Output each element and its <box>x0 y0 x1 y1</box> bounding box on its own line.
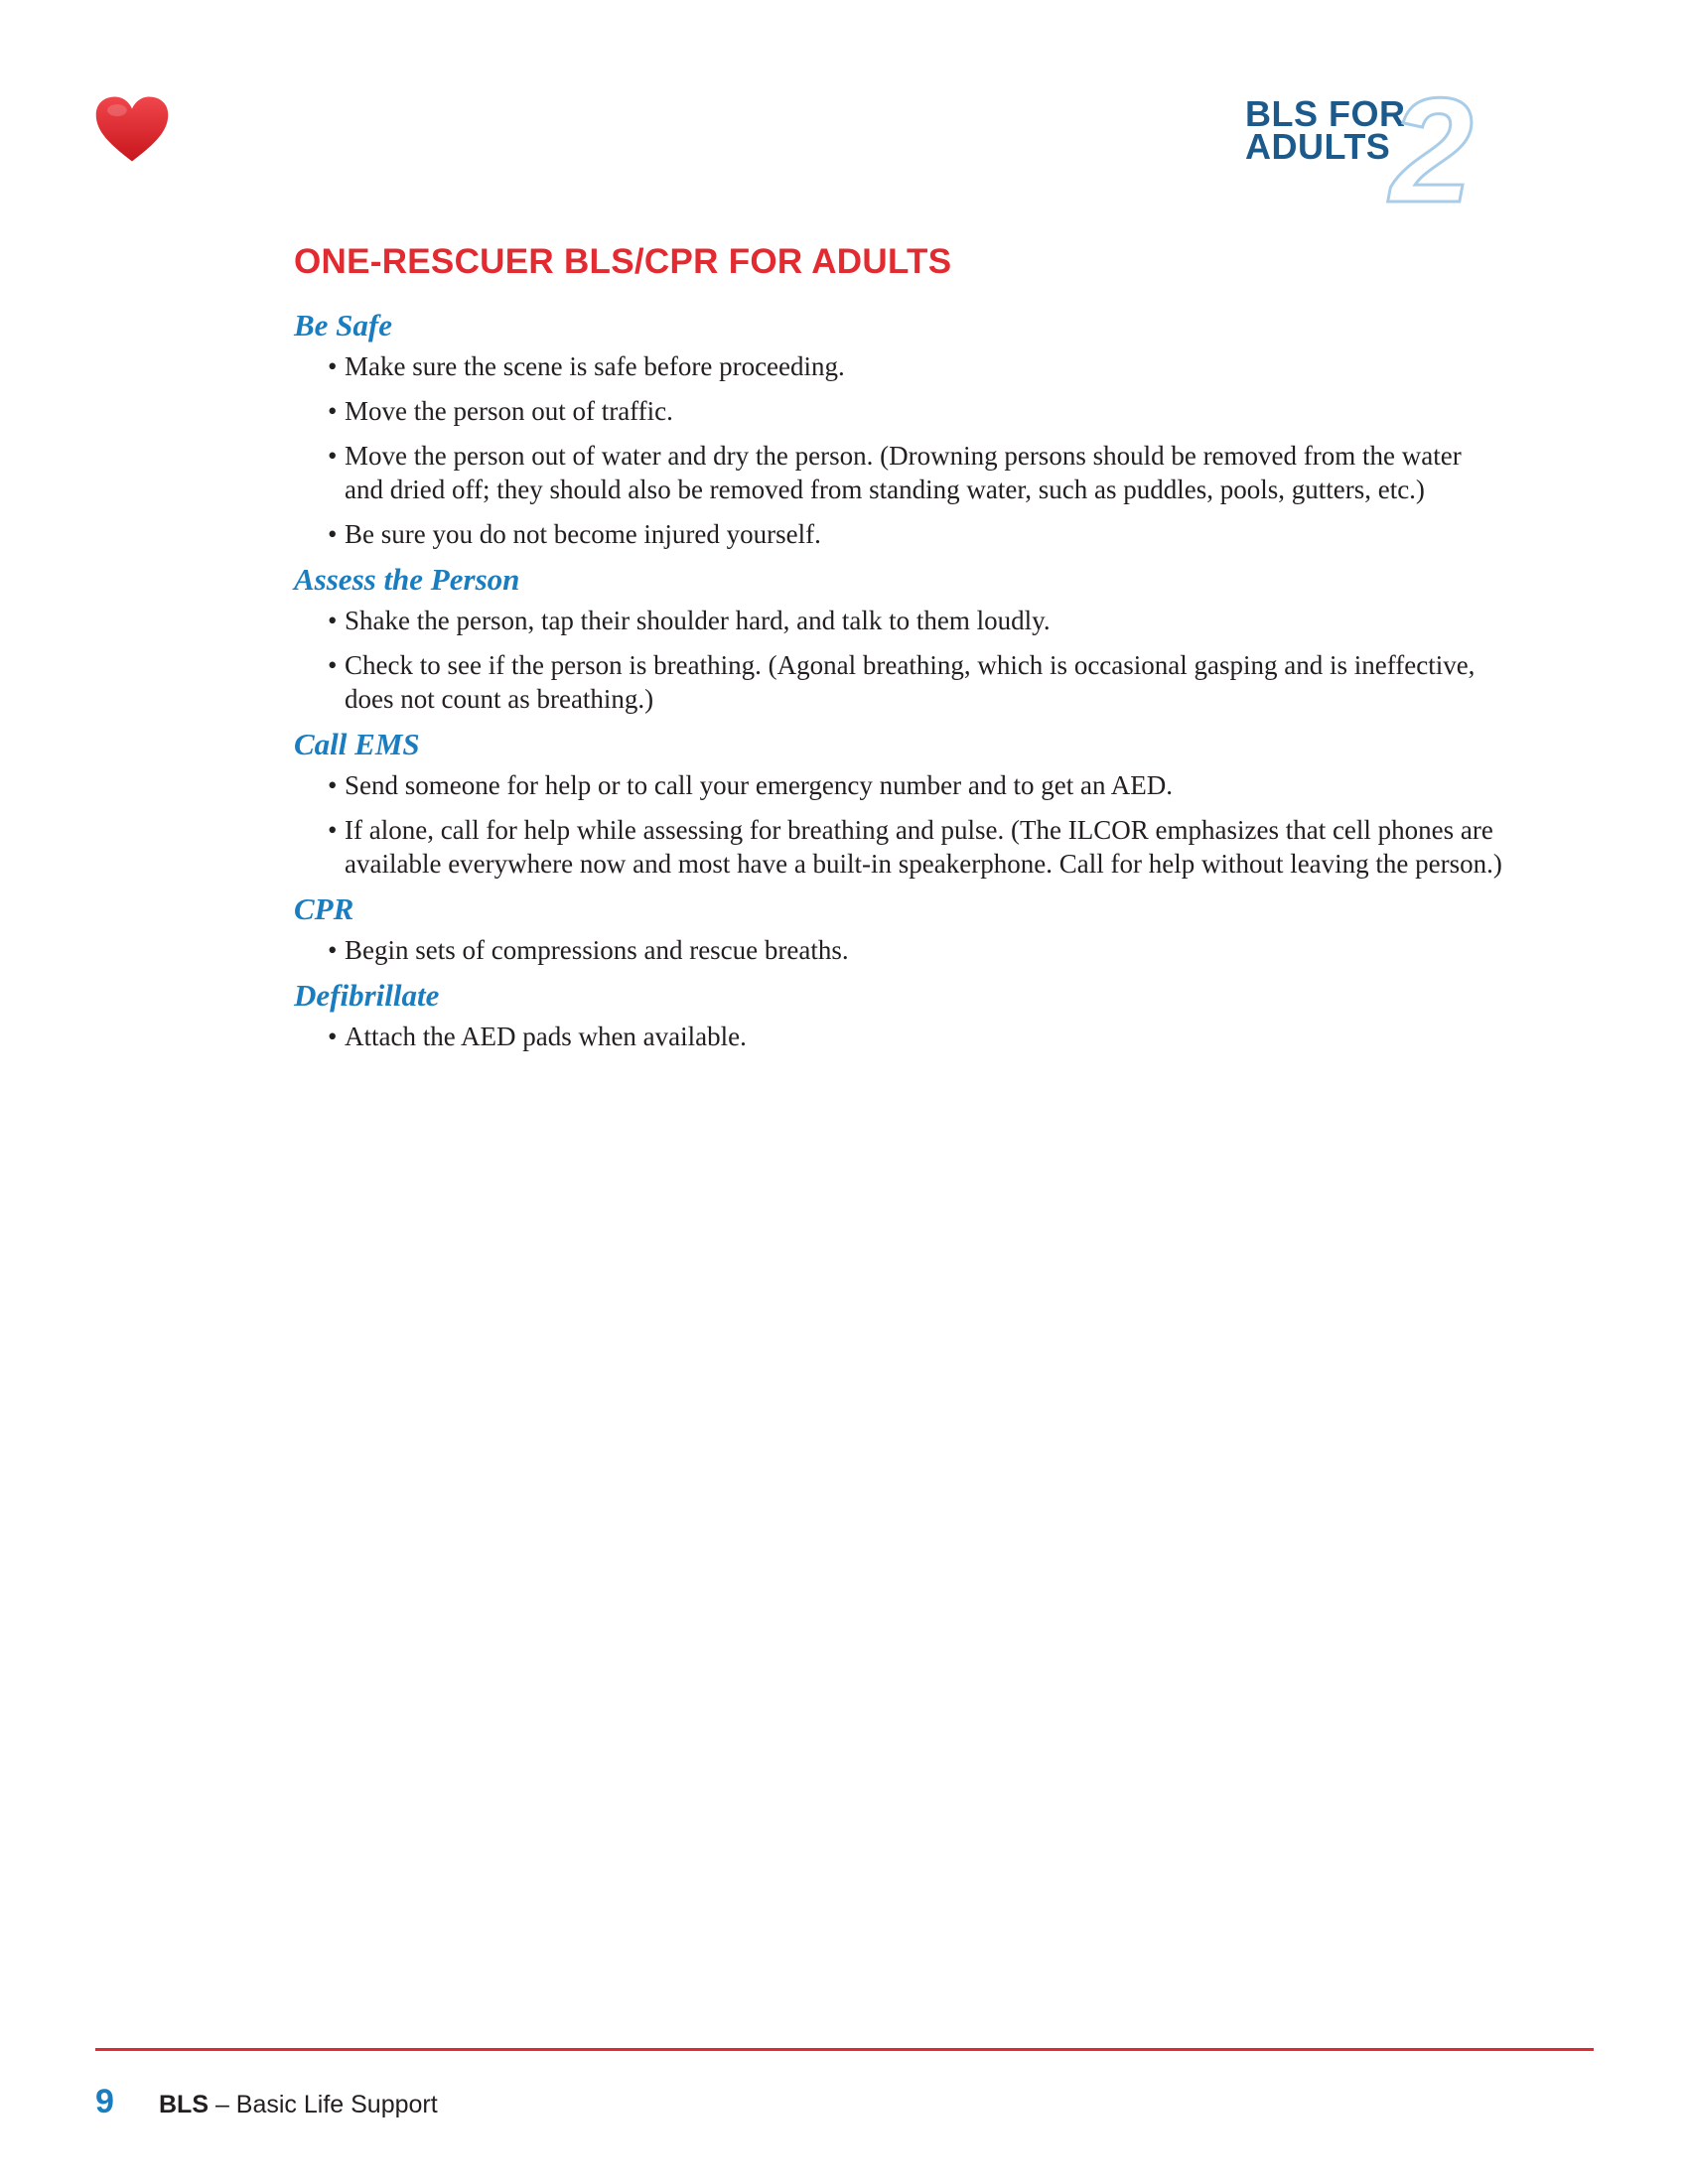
list-item: • Shake the person, tap their shoulder hard, and talk to them loudly. <box>328 604 1505 637</box>
chapter-number: 2 <box>1390 67 1474 233</box>
section-call-ems <box>294 727 1505 881</box>
page-title: ONE-RESCUER BLS/CPR FOR ADULTS <box>294 242 952 281</box>
chapter-title-line-1: BLS FOR <box>1245 93 1406 134</box>
section-be-safe <box>294 308 1505 551</box>
main-content <box>294 242 1505 1064</box>
section-heading: Be Safe <box>294 308 393 342</box>
list-item: • Attach the AED pads when available. <box>328 1020 1505 1053</box>
bullet-list <box>294 768 1505 881</box>
chapter-marker <box>1241 67 1519 233</box>
list-item: • Move the person out of traffic. <box>328 394 1505 428</box>
footer-title <box>159 2089 438 2120</box>
bullet-list <box>294 1020 1505 1053</box>
footer-divider <box>95 2048 1594 2051</box>
section-heading: Defibrillate <box>294 978 440 1013</box>
list-item: • Begin sets of compressions and rescue breaths. <box>328 933 1505 967</box>
bullet-list <box>294 933 1505 967</box>
chapter-title <box>1245 93 1406 167</box>
list-item: • Check to see if the person is breathing. (Agonal breathing, which is occasional gasping and is ineffective, does not count as breathing.) <box>328 648 1505 716</box>
section-heading: Call EMS <box>294 727 420 761</box>
page-number: 9 <box>95 2083 114 2120</box>
bullet-list <box>294 349 1505 551</box>
section-defibrillate <box>294 978 1505 1053</box>
footer-abbr: BLS <box>159 2091 209 2118</box>
section-cpr <box>294 891 1505 967</box>
chapter-title-line-2: ADULTS <box>1245 126 1391 167</box>
list-item: • Move the person out of water and dry the person. (Drowning persons should be removed from the water and dried off; they should also be removed from standing water, such as puddles, pools, gutters, etc.) <box>328 439 1505 506</box>
heart-icon <box>94 95 170 163</box>
section-assess-the-person <box>294 562 1505 716</box>
section-heading: CPR <box>294 891 354 926</box>
list-item: • If alone, call for help while assessing for breathing and pulse. (The ILCOR emphasizes that cell phones are available everywhere now and most have a built-in speakerphone. Call for help without leaving the person.) <box>328 813 1505 881</box>
section-heading: Assess the Person <box>294 562 520 597</box>
footer-separator: – <box>209 2091 236 2118</box>
footer-subtitle: Basic Life Support <box>235 2091 438 2118</box>
list-item: • Send someone for help or to call your emergency number and to get an AED. <box>328 768 1505 802</box>
list-item: • Make sure the scene is safe before proceeding. <box>328 349 1505 383</box>
bullet-list <box>294 604 1505 716</box>
list-item: • Be sure you do not become injured yourself. <box>328 517 1505 551</box>
